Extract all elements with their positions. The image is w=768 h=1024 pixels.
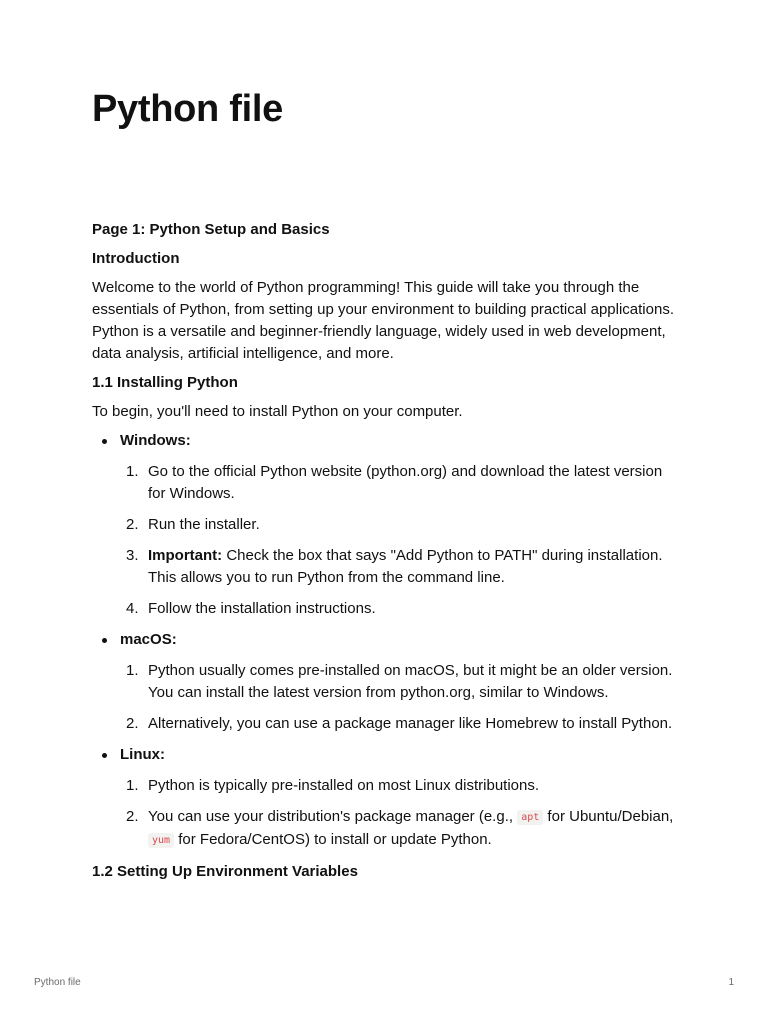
list-item (120, 545, 682, 589)
list-item (120, 806, 682, 852)
section-1-1-lead: To begin, you'll need to install Python on your computer. (92, 403, 463, 420)
step-number: 2. (126, 808, 139, 825)
page-heading: Page 1: Python Setup and Basics (92, 221, 330, 238)
windows-steps (120, 461, 682, 620)
important-label: Important: (148, 547, 223, 564)
footer-document-name: Python file (34, 977, 81, 988)
platform-list (92, 430, 682, 852)
document-title: Python file (92, 88, 283, 130)
platform-name: Windows: (120, 432, 191, 449)
list-item (120, 660, 682, 704)
step-text: Run the installer. (148, 516, 260, 533)
list-item (120, 713, 682, 735)
inline-code-yum: yum (148, 833, 174, 848)
linux-steps (120, 775, 682, 852)
step-number: 2. (126, 516, 139, 533)
platform-linux (92, 744, 682, 852)
step-text: Python usually comes pre-installed on macOS, but it might be an older version. You can install the latest version from python.org, similar to Windows. (148, 662, 673, 701)
step-text-after: for Fedora/CentOS) to install or update Python. (174, 831, 492, 848)
introduction-heading: Introduction (92, 250, 180, 267)
section-1-1-heading: 1.1 Installing Python (92, 374, 238, 391)
list-item (120, 514, 682, 536)
step-text: Go to the official Python website (python.org) and download the latest version for Windows. (148, 463, 663, 502)
step-number: 4. (126, 600, 139, 617)
document-content (92, 219, 682, 890)
step-text: Python is typically pre-installed on most Linux distributions. (148, 777, 540, 794)
step-number: 2. (126, 715, 139, 732)
macos-steps (120, 660, 682, 735)
platform-name: Linux: (120, 746, 165, 763)
list-item (120, 598, 682, 620)
inline-code-apt: apt (517, 810, 543, 825)
step-text: Alternatively, you can use a package manager like Homebrew to install Python. (148, 715, 673, 732)
list-item (120, 775, 682, 797)
section-1-2-heading: 1.2 Setting Up Environment Variables (92, 863, 358, 880)
step-number: 3. (126, 547, 139, 564)
step-number: 1. (126, 777, 139, 794)
platform-macos (92, 629, 682, 735)
step-number: 1. (126, 662, 139, 679)
platform-name: macOS: (120, 631, 177, 648)
platform-windows (92, 430, 682, 620)
step-text-before: You can use your distribution's package manager (e.g., (148, 808, 518, 825)
step-text: Check the box that says "Add Python to PATH" during installation. This allows you to run Python from the command line. (148, 547, 663, 586)
step-number: 1. (126, 463, 139, 480)
step-text-mid: for Ubuntu/Debian, (543, 808, 674, 825)
introduction-paragraph: Welcome to the world of Python programming! This guide will take you through the essentials of Python, from setting up your environment to building practical applications. Python is a versatile and beginner-friendly language, widely used in web development, data analysis, artificial intelligence, and more. (92, 279, 674, 362)
list-item (120, 461, 682, 505)
footer-page-number: 1 (728, 977, 734, 988)
step-text: Follow the installation instructions. (148, 600, 376, 617)
